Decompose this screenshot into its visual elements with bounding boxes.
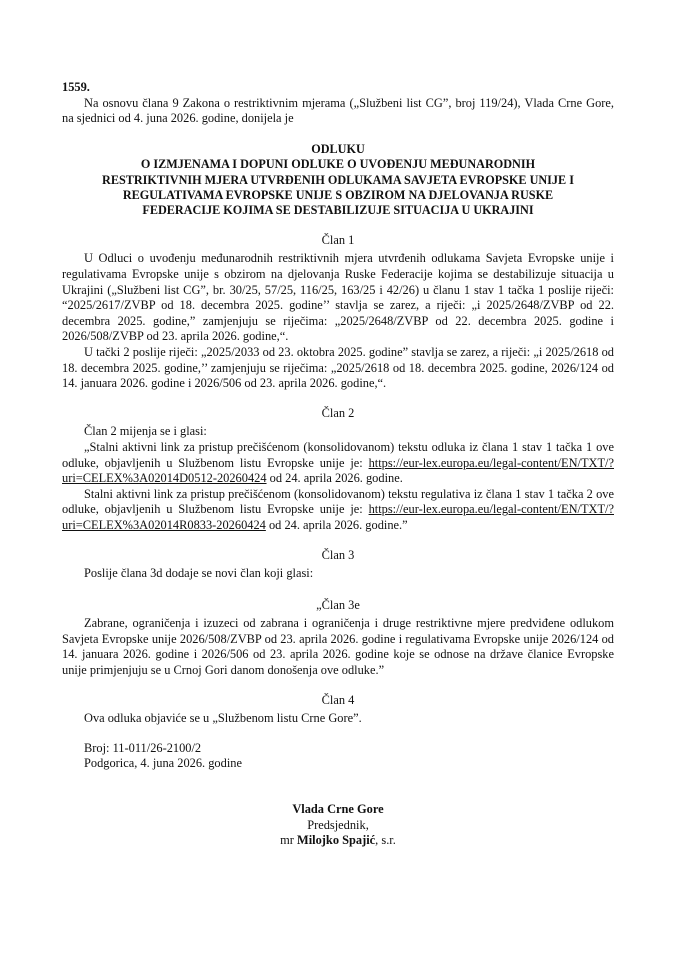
signature-organization: Vlada Crne Gore <box>292 802 384 817</box>
article-2-paragraph-2 <box>62 440 614 487</box>
document-number: 1559. <box>62 80 90 94</box>
article-2-paragraph-3 <box>62 487 614 534</box>
title-line: RESTRIKTIVNIH MJERA UTVRĐENIH ODLUKAMA SAVJETA EVROPSKE UNIJE I <box>102 172 574 187</box>
article-2-p2-tail: od 24. aprila 2026. godine. <box>266 471 403 486</box>
intro-paragraph: Na osnovu člana 9 Zakona o restriktivnim mjerama („Službeni list CG”, broj 119/24), Vlada Crne Gore, na sjednici od 4. juna 2026. godine, donijela je <box>62 95 614 126</box>
document-reference-number: Broj: 11-011/26-2100/2 <box>84 740 202 755</box>
eur-lex-regulation-link[interactable]: https://eur-lex.europa.eu/legal-content/EN/TXT/?uri=CELEX%3A02014R0833-20260424 <box>62 502 614 532</box>
place-and-date: Podgorica, 4. juna 2026. godine <box>84 756 242 771</box>
decision-title <box>62 142 614 219</box>
signature-block <box>62 802 614 849</box>
eur-lex-decision-link[interactable]: https://eur-lex.europa.eu/legal-content/EN/TXT/?uri=CELEX%3A02014D0512-20260424 <box>62 455 614 486</box>
signature-role: Predsjednik, <box>307 817 369 832</box>
article-2-p2-text: „Stalni aktivni link za pristup prečišćenom (konsolidovanom) tekstu odluka iz člana 1 stav 1 tačka 1 ove odluke, objavljenih u Službenom listu Evropske unije je: <box>62 439 614 470</box>
title-line: ODLUKU <box>311 141 365 156</box>
article-4-heading: Član 4 <box>321 692 355 707</box>
spacer <box>62 727 614 741</box>
title-line: FEDERACIJE KOJIMA SE DESTABILIZUJE SITUACIJA U UKRAJINI <box>142 203 534 218</box>
article-2-p3-text: Stalni aktivni link za pristup prečišćenom (konsolidovanom) tekstu regulativa iz člana 1 stav 1 tačka 2 ove odluke, objavljenih u Službenom listu Evropske unije je: <box>62 486 614 517</box>
article-2-paragraph-1: Član 2 mijenja se i glasi: <box>84 424 207 439</box>
article-2-p3-tail: od 24. aprila 2026. godine.” <box>265 517 408 532</box>
signatory-name: Milojko Spajić <box>297 833 376 848</box>
article-1-paragraph-2: U tački 2 poslije riječi: „2025/2033 od 23. oktobra 2025. godine” stavlja se zarez, a riječi: „i 2025/2618 od 18. decembra 2025. godine,’’ zamjenjuju se riječima: „2025/2618 od 18. decembra 2025. godine, 2026/124 od 14. januara 2026. godine i 2026/506 od 23. aprila 2026. godine,“. <box>62 344 614 391</box>
title-line: REGULATIVAMA EVROPSKE UNIJE S OBZIROM NA DJELOVANJA RUSKE <box>122 188 554 202</box>
article-1-heading: Član 1 <box>321 232 355 247</box>
article-1-paragraph-1: U Odluci o uvođenju međunarodnih restriktivnih mjera utvrđenih odlukama Savjeta Evropske unije i regulativama Evropske unije s obzirom na djelovanja Ruske Federacije kojima se destabilizuje situacija u Ukrajini („Službeni list CG”, br. 30/25, 57/25, 116/25, 163/25 i 42/26) u članu 1 stav 1 tačka 1 poslije riječi: “2025/2617/ZVBP od 18. decembra 2025. godine’’ stavlja se zarez, a riječi: „i 2025/2648/ZVBP od 22. decembra 2025. godine,” zamjenjuju se riječima: „2025/2648/ZVBP od 22. decembra 2025. godine i 2026/508/ZVBP od 23. aprila 2026. godine,“. <box>62 251 614 344</box>
article-3-heading: Član 3 <box>321 547 355 562</box>
document-content <box>62 80 614 849</box>
title-line: O IZMJENAMA I DOPUNI ODLUKE O UVOĐENJU MEĐUNARODNIH <box>140 157 536 172</box>
article-2-heading: Član 2 <box>321 405 355 420</box>
article-3e-paragraph: Zabrane, ograničenja i izuzeci od zabrana i ograničenja i druge restriktivne mjere predviđene odlukom Savjeta Evropske unije 2026/508/ZVBP od 23. aprila 2026. godine i regulativama Evropske unije 2026/124 od 14. januara 2026. godine i 2026/506 od 23. aprila 2026. godine koje se odnose na države članice Evropske unije primjenjuju se u Crnoj Gori danom donošenja ove odluke.” <box>62 616 614 678</box>
article-4-paragraph: Ova odluka objaviće se u „Službenom listu Crne Gore”. <box>84 711 362 726</box>
article-3-paragraph-1: Poslije člana 3d dodaje se novi član koji glasi: <box>84 566 314 581</box>
article-3e-heading: „Član 3e <box>316 597 360 612</box>
signature-name-line: mr Milojko Spajić, s.r. <box>280 833 396 848</box>
